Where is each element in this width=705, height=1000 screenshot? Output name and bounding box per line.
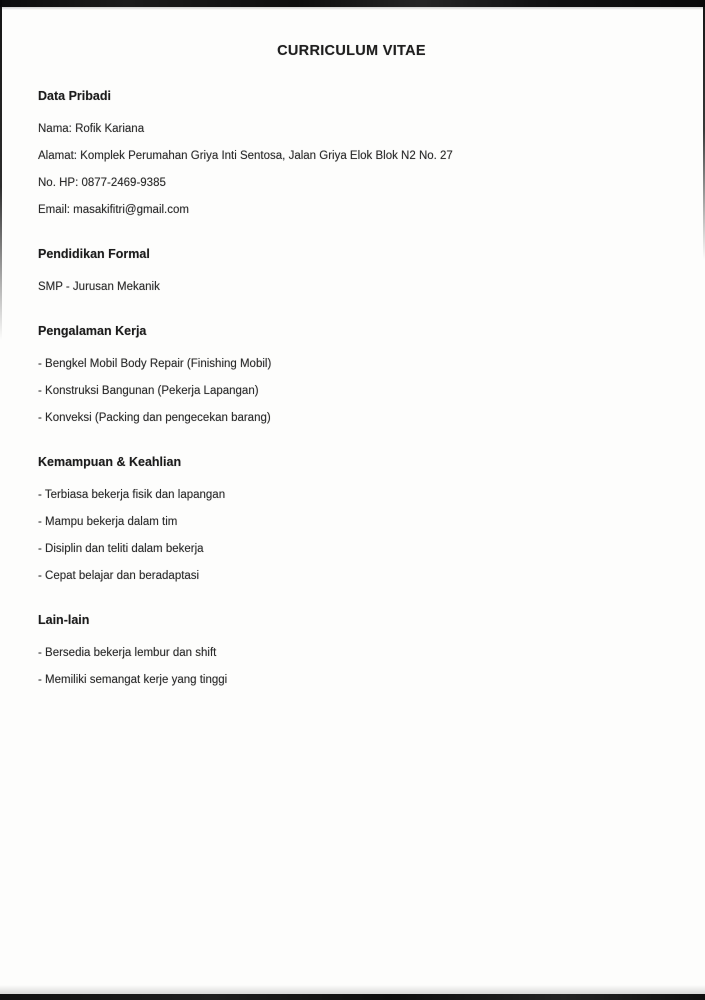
skill-item: - Disiplin dan teliti dalam bekerja xyxy=(38,543,204,555)
experience-item: - Bengkel Mobil Body Repair (Finishing Mobil) xyxy=(38,358,272,370)
section-heading: Kemampuan & Keahlian xyxy=(38,455,182,469)
cv-content xyxy=(0,43,705,687)
section-lain-lain xyxy=(38,613,665,687)
experience-item: - Konstruksi Bangunan (Pekerja Lapangan) xyxy=(38,385,259,397)
skill-item: - Mampu bekerja dalam tim xyxy=(38,516,178,528)
section-heading: Lain-lain xyxy=(38,613,90,627)
skill-item: - Terbiasa bekerja fisik dan lapangan xyxy=(38,489,226,501)
education-line: SMP - Jurusan Mekanik xyxy=(38,281,160,293)
scan-edge-bottom xyxy=(0,994,705,1000)
section-pendidikan-formal xyxy=(38,247,665,294)
scan-edge-bottom-shadow xyxy=(0,985,705,994)
section-heading: Pendidikan Formal xyxy=(38,247,150,261)
document-title: CURRICULUM VITAE xyxy=(277,43,426,59)
other-item: - Memiliki semangat kerje yang tinggi xyxy=(38,674,228,686)
section-data-pribadi xyxy=(38,89,665,217)
section-heading: Pengalaman Kerja xyxy=(38,324,147,338)
scan-edge-top xyxy=(0,0,705,7)
section-heading: Data Pribadi xyxy=(38,89,111,103)
personal-phone-line: No. HP: 0877-2469-9385 xyxy=(38,177,166,189)
skill-item: - Cepat belajar dan beradaptasi xyxy=(38,570,200,582)
experience-item: - Konveksi (Packing dan pengecekan barang) xyxy=(38,412,271,424)
other-item: - Bersedia bekerja lembur dan shift xyxy=(38,647,217,659)
section-pengalaman-kerja xyxy=(38,324,665,425)
section-kemampuan-keahlian xyxy=(38,455,665,583)
personal-email-line: Email: masakifitri@gmail.com xyxy=(38,204,189,216)
personal-address-line: Alamat: Komplek Perumahan Griya Inti Sentosa, Jalan Griya Elok Blok N2 No. 27 xyxy=(38,150,453,162)
personal-name-line: Nama: Rofik Kariana xyxy=(38,123,145,135)
